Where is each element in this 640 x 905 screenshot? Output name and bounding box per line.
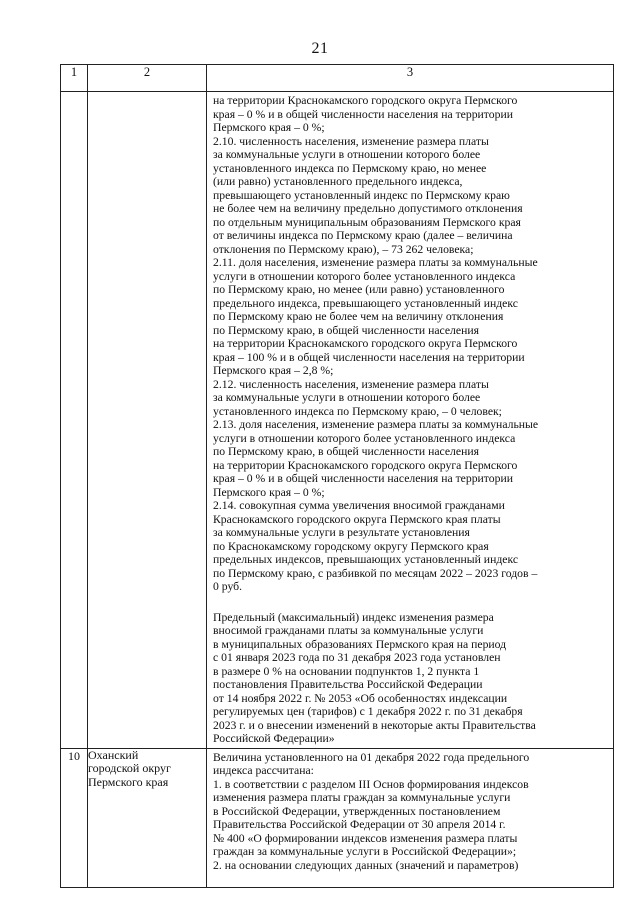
header-col-3: 3: [207, 65, 614, 92]
table-row-10: [61, 748, 614, 887]
text-line: по Пермскому краю, но менее (или равно) установленного: [213, 283, 505, 296]
text-line: граждан за коммунальные услуги в Российской Федерации»;: [213, 845, 517, 858]
text-line: 2.12. численность населения, изменение размера платы: [213, 377, 489, 391]
text-line: по Пермскому краю, в общей численности населения: [213, 445, 479, 458]
text-line: 0 руб.: [213, 580, 243, 593]
text-line: изменения размера платы граждан за коммунальные услуги: [213, 791, 511, 804]
text-line: края – 0 % и в общей численности населения на территории: [213, 107, 513, 121]
text-line: 1. в соответствии с разделом III Основ формирования индексов: [213, 777, 529, 791]
text-line: Пермского края – 0 %;: [213, 485, 325, 499]
text-line: Правительства Российской Федерации от 30 апреля 2014 г.: [213, 818, 506, 831]
text-line: установленного индекса по Пермскому краю, – 0 человек;: [213, 404, 502, 418]
text-line: 2023 г. и о внесении изменений в некоторые акты Правительства: [213, 718, 536, 732]
municipality-name: [88, 92, 207, 749]
text-line: 2.11. доля населения, изменение размера платы за коммунальные: [213, 256, 538, 269]
text-line: за коммунальные услуги в результате установления: [213, 526, 470, 539]
text-line: в муниципальных образованиях Пермского края на период: [213, 637, 507, 651]
text-line: установленного индекса по Пермскому краю, но менее: [213, 161, 487, 175]
text-line: на территории Краснокамского городского округа Пермского: [213, 458, 518, 472]
text-line: (или равно) установленного предельного индекса,: [213, 175, 463, 188]
text-line: 2.10. численность населения, изменение размера платы: [213, 134, 489, 148]
description-text: [207, 92, 613, 596]
text-line: по Пермскому краю, с разбивкой по месяцам 2022 – 2023 годов –: [213, 566, 538, 580]
header-col-2: 2: [88, 65, 207, 92]
text-line: по Пермскому краю не более чем на величину отклонения: [213, 310, 504, 323]
text-line: Краснокамского городского округа Пермского края платы: [213, 512, 501, 526]
table-header-row: [61, 65, 614, 92]
text-line: края – 100 % и в общей численности населения на территории: [213, 350, 525, 364]
table-row-continued: [61, 92, 614, 749]
text-line: 2. на основании следующих данных (значений и параметров): [213, 858, 519, 872]
paragraph-spacer: [207, 596, 613, 609]
text-line: за коммунальные услуги в отношении которого более: [213, 148, 481, 161]
description-text: [207, 749, 613, 875]
text-line: 2.14. совокупная сумма увеличения вносимой гражданами: [213, 499, 505, 512]
header-col-1: 1: [61, 65, 88, 92]
text-line: на территории Краснокамского городского округа Пермского: [213, 337, 518, 350]
text-line: 2.13. доля населения, изменение размера платы за коммунальные: [213, 418, 539, 431]
text-line: Величина установленного на 01 декабря 2022 года предельного: [213, 750, 530, 764]
text-line: на территории Краснокамского городского округа Пермского: [213, 94, 518, 107]
document-table: [60, 64, 614, 888]
description-cell: [207, 748, 614, 887]
text-line: вносимой гражданами платы за коммунальные услуги: [213, 624, 484, 637]
row-number: 10: [61, 748, 88, 887]
text-line: в размере 0 % на основании подпунктов 1, 2 пункта 1: [213, 664, 480, 678]
text-line: № 400 «О формировании индексов изменения размера платы: [213, 831, 518, 845]
text-line: края – 0 % и в общей численности населения на территории: [213, 472, 513, 485]
text-line: от величины индекса по Пермскому краю (далее – величина: [213, 229, 513, 242]
text-line: индекса рассчитана:: [213, 764, 314, 777]
text-line: услуги в отношении которого более установленного индекса: [213, 269, 516, 283]
text-line: за коммунальные услуги в отношении которого более: [213, 391, 481, 404]
text-line: отклонения по Пермскому краю), – 73 262 человека;: [213, 242, 474, 256]
text-line: Российской Федерации»: [213, 732, 335, 745]
text-line: с 01 января 2023 года по 31 декабря 2023 года установлен: [213, 651, 501, 664]
text-line: Пермского края – 0 %;: [213, 121, 325, 134]
text-line: регулируемых цен (тарифов) с 1 декабря 2022 г. по 31 декабря: [213, 705, 523, 718]
text-line: Предельный (максимальный) индекс изменения размера: [213, 610, 494, 624]
text-line: Пермского края – 2,8 %;: [213, 364, 334, 377]
page-number: 21: [311, 40, 329, 57]
text-line: от 14 ноября 2022 г. № 2053 «Об особенностях индексации: [213, 691, 508, 705]
row-number: [61, 92, 88, 749]
text-line: по Пермскому краю, в общей численности населения: [213, 323, 479, 337]
text-line: услуги в отношении которого более установленного индекса: [213, 431, 516, 445]
text-line: в Российской Федерации, утвержденных постановлением: [213, 804, 501, 818]
text-line: по отдельным муниципальным образованиям Пермского края: [213, 215, 521, 229]
municipality-name: [88, 748, 207, 887]
text-line: предельных индексов, превышающих установленный индекс: [213, 553, 519, 566]
text-line: предельного индекса, превышающего установленный индекс: [213, 296, 518, 310]
text-line: по Краснокамскому городскому округу Пермского края: [213, 539, 489, 553]
description-paragraph-2: [207, 609, 613, 748]
text-line: превышающего установленный индекс по Пермскому краю: [213, 188, 510, 202]
municipality-name-text: Оханский городской округ Пермского края: [88, 747, 171, 789]
description-cell: [207, 92, 614, 749]
text-line: не более чем на величину предельно допустимого отклонения: [213, 202, 523, 215]
text-line: постановления Правительства Российской Федерации: [213, 678, 483, 691]
